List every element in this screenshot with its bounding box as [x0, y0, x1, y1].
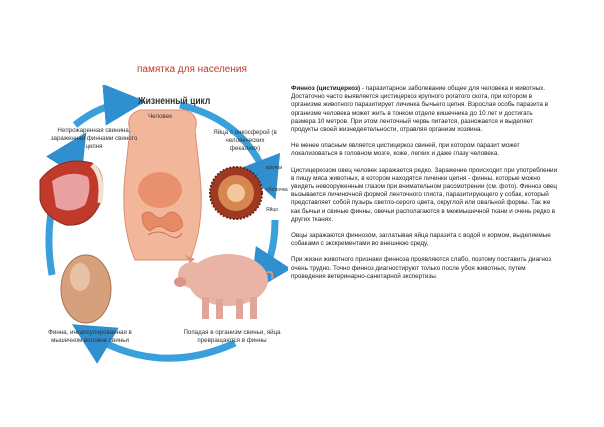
- article-term: Финноз (цистицеркоз): [291, 85, 361, 92]
- label-pork: Непрожаренная свинина, зараженная финнами свиного цепня: [50, 127, 138, 150]
- label-eggs: Яйца с онкосферой (в человеческих фекалиях): [213, 129, 277, 152]
- diagram-title: Жизненный цикл: [138, 96, 211, 107]
- article-paragraph-5: При жизни животного признаки финноза проявляются слабо, поэтому поставить диагноз очень трудно. Точно финноз диагностируют только после убоя животных, путем проведения ветеринарно-санитарной экспертизы.: [291, 256, 552, 280]
- article-paragraph-1-text: - паразитарное заболевание общее для человека и животных. Достаточно часто выявляется цистицеркоз крупного рогатого скота, при котором в организме животного паразитирует личинка бычьего цепня. Взрослая особь паразита в организме человека может жить в тонком отделе кишечника до 10 лет и достигать размера 10 метров. При этом ленточный червь питается, разножается и выделяет продукты своей жизнедеятельности, отравляя организм хозяина.: [291, 85, 549, 134]
- article-paragraph-1: [291, 85, 559, 134]
- label-cyst: Финна, инкапсулированная в мышечном волокне свиньи: [48, 329, 132, 344]
- page-title: памятка для населения: [137, 64, 247, 75]
- pig-image: [174, 254, 272, 319]
- cyst-image: [61, 255, 111, 323]
- label-egg-part-egg: Яйцо: [266, 207, 278, 213]
- life-cycle-diagram: [30, 85, 288, 380]
- article-text: [291, 85, 559, 289]
- label-pig: Попадая в организм свиньи, яйца превращаются в финны: [183, 329, 281, 344]
- article-paragraph-3: Цистицеркозом овец человек заражается редко. Заражение происходит при употреблении в пищу мяса животных, в котором находятся личинки цепня - финны, которые можно увидеть невооруженным глазом при внимательном рассмотрении (см. фото). Финноз овец вызывается личиночной формой ленточного глиста, паразитирующего у собак, который представляет собой пузырь светло-серого цвета, округлой или овальной формы. Так же как бычьи и свиные финны, овечьи располагаются в межмышечной ткани и очень редко в других тканях.: [291, 166, 558, 223]
- article-paragraph-2: Не менее опасным является цистицеркоз свиней, при котором паразит может локализоваться в головном мозге, коже, легких и даже глазу человека.: [291, 142, 520, 158]
- label-egg-part-shell: оболочка: [266, 187, 288, 193]
- cycle-arrow-right: [262, 220, 275, 275]
- label-human: Человек: [148, 113, 172, 120]
- egg-oncosphere-image: [210, 167, 262, 219]
- article-paragraph-4: Овцы заражаются финнозом, заглатывая яйца паразита с водой и кормом, выделяемые собаками с экскрементами во внешнюю среду,: [291, 232, 551, 248]
- cycle-arrow-top-left: [75, 103, 125, 125]
- pork-meat-image: [40, 161, 103, 225]
- label-egg-part-hooks: крючки: [266, 165, 283, 171]
